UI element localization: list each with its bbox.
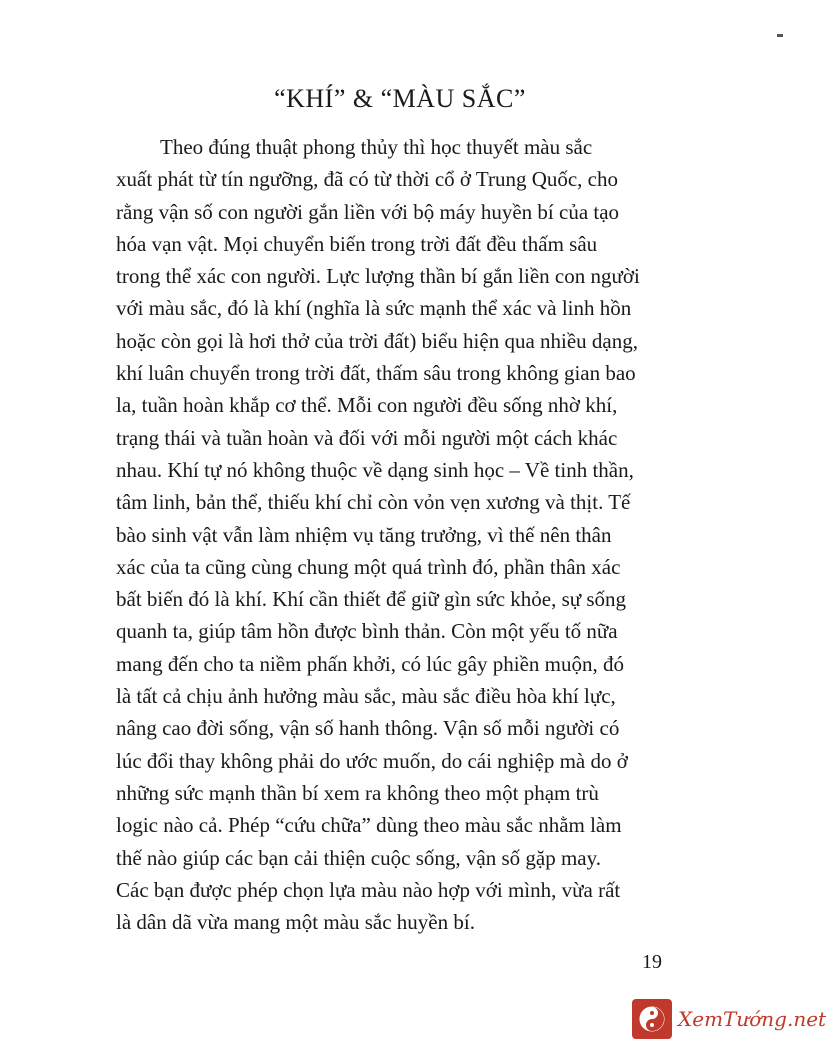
text-line: là tất cả chịu ảnh hưởng màu sắc, màu sắc điều hòa khí lực, <box>116 684 616 709</box>
text-line: xuất phát từ tín ngưỡng, đã có từ thời cổ ở Trung Quốc, cho <box>116 167 619 192</box>
scan-mark <box>777 34 783 37</box>
watermark <box>632 999 826 1039</box>
text-line: mang đến cho ta niềm phấn khởi, có lúc gây phiền muộn, đó <box>116 651 624 676</box>
text-line: hóa vạn vật. Mọi chuyển biến trong trời đất đều thấm sâu <box>116 231 598 256</box>
text-line: rằng vận số con người gắn liền với bộ máy huyền bí của tạo <box>116 199 620 224</box>
text-line: khí luân chuyển trong trời đất, thấm sâu trong không gian bao <box>116 361 636 386</box>
text-line: hoặc còn gọi là hơi thở của trời đất) biểu hiện qua nhiều dạng, <box>116 328 638 353</box>
text-line: nâng cao đời sống, vận số hanh thông. Vận số mỗi người có <box>116 716 620 741</box>
text-line: thế nào giúp các bạn cải thiện cuộc sống, vận số gặp may. <box>116 845 601 870</box>
body-paragraph <box>116 131 666 938</box>
text-line: lúc đổi thay không phải do ước muốn, do cái nghiệp mà do ở <box>116 748 628 773</box>
text-line: trạng thái và tuần hoàn và đối với mỗi người một cách khác <box>116 425 618 450</box>
text-line: với màu sắc, đó là khí (nghĩa là sức mạnh thể xác và linh hồn <box>116 296 632 321</box>
page-title: “KHÍ” & “MÀU SẮC” <box>274 84 526 113</box>
text-line: là dân dã vừa mang một màu sắc huyền bí. <box>116 910 475 935</box>
text-line: tâm linh, bản thể, thiếu khí chỉ còn vỏn vẹn xương và thịt. Tế <box>116 490 631 515</box>
text-line: logic nào cả. Phép “cứu chữa” dùng theo màu sắc nhằm làm <box>116 813 622 838</box>
text-line: Các bạn được phép chọn lựa màu nào hợp với mình, vừa rất <box>116 877 621 902</box>
watermark-text: XemTướng.net <box>678 1007 826 1031</box>
text-line: bào sinh vật vẫn làm nhiệm vụ tăng trưởng, vì thế nên thân <box>116 522 612 547</box>
yin-yang-icon <box>632 999 672 1039</box>
text-line: Theo đúng thuật phong thủy thì học thuyết màu sắc <box>160 135 593 159</box>
text-line: nhau. Khí tự nó không thuộc về dạng sinh học – Về tinh thần, <box>116 457 634 482</box>
text-line: la, tuần hoàn khắp cơ thể. Mỗi con người đều sống nhờ khí, <box>116 393 618 418</box>
text-line: bất biến đó là khí. Khí cần thiết để giữ gìn sức khỏe, sự sống <box>116 587 627 612</box>
text-line: những sức mạnh thần bí xem ra không theo một phạm trù <box>116 780 599 805</box>
text-line: xác của ta cũng cùng chung một quá trình đó, phần thân xác <box>116 554 621 579</box>
text-line: trong thể xác con người. Lực lượng thần bí gắn liền con người <box>116 264 640 289</box>
page-number: 19 <box>642 951 662 973</box>
text-line: quanh ta, giúp tâm hồn được bình thản. Còn một yếu tố nữa <box>116 619 618 644</box>
